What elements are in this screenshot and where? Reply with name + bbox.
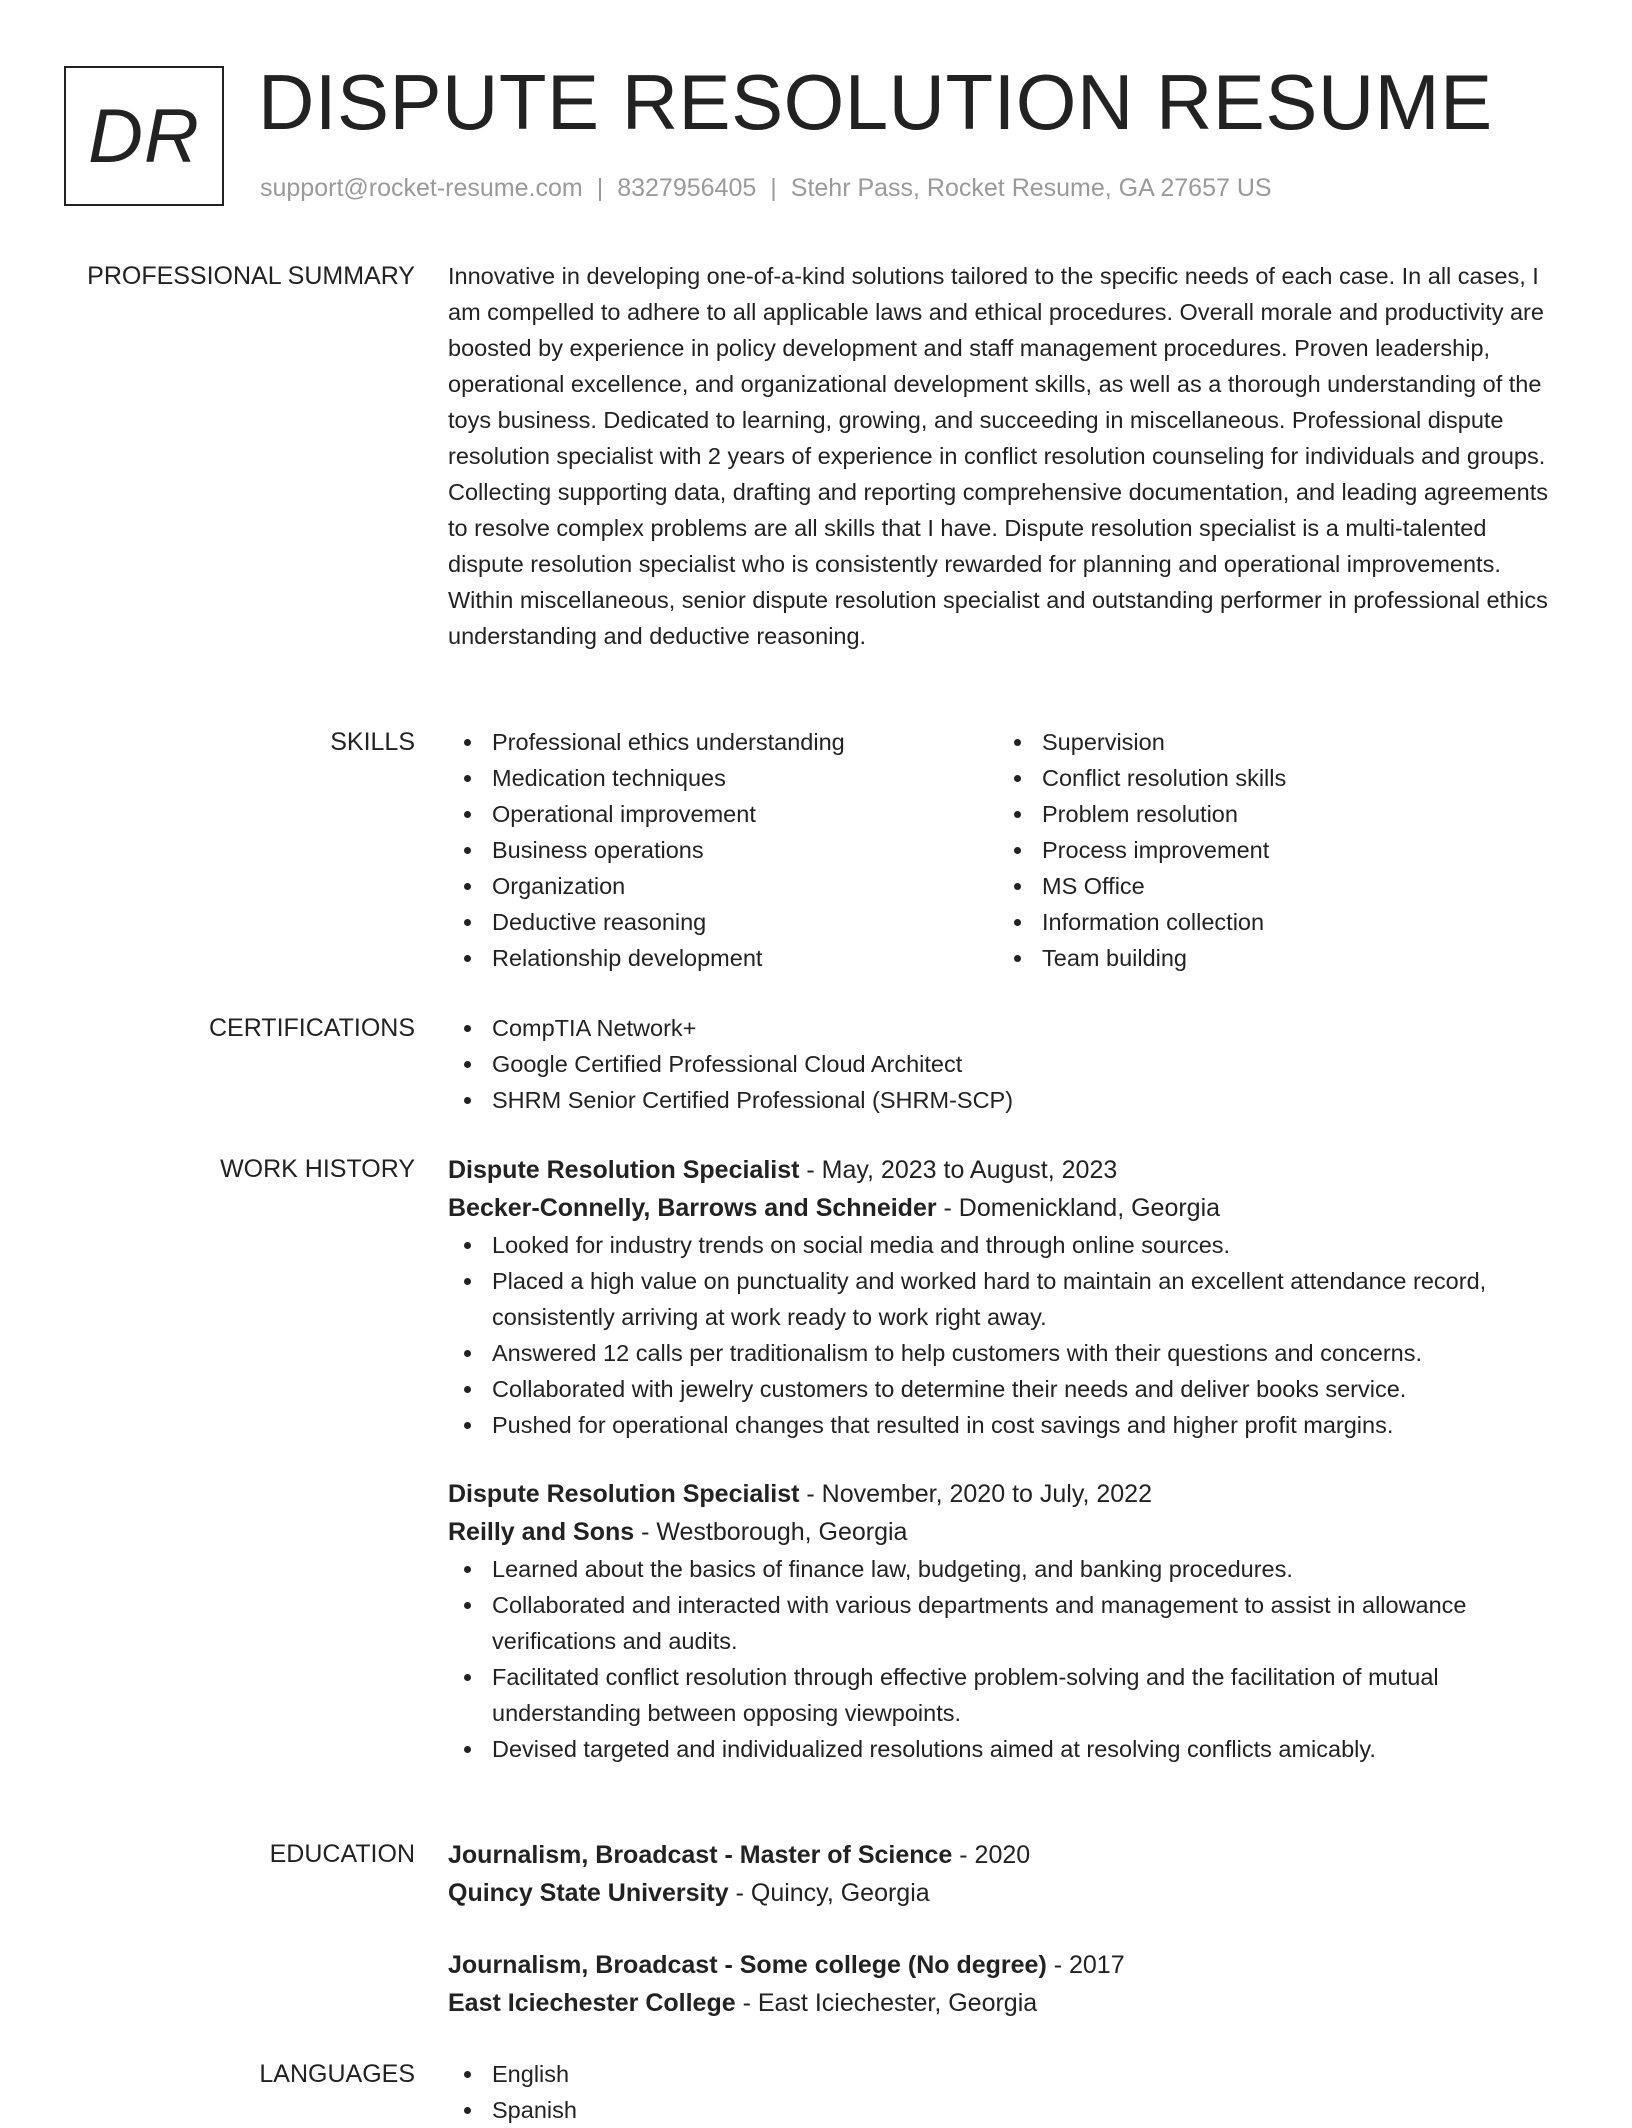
school-location: - East Iciechester, Georgia [735, 1989, 1038, 2017]
job-bullets [448, 1227, 1548, 1443]
job-title-line [448, 1151, 1548, 1189]
contact-separator: | [770, 174, 777, 202]
section-label: CERTIFICATIONS [208, 1014, 415, 1042]
language-item: Spanish [448, 2092, 1548, 2128]
job-location: - Domenickland, Georgia [936, 1194, 1221, 1222]
section-label: EDUCATION [269, 1840, 415, 1868]
job-entry [448, 1475, 1548, 1767]
school-line [448, 1984, 1548, 2022]
certification-item: SHRM Senior Certified Professional (SHRM-SCP) [448, 1082, 1548, 1118]
job-bullet: Learned about the basics of finance law, budgeting, and banking procedures. [448, 1551, 1548, 1587]
skills-list-left [448, 724, 998, 976]
certifications-list [448, 1010, 1548, 1118]
section-label: LANGUAGES [259, 2060, 415, 2088]
job-bullet: Pushed for operational changes that resulted in cost savings and higher profit margins. [448, 1407, 1548, 1443]
job-bullet: Answered 12 calls per traditionalism to help customers with their questions and concerns. [448, 1335, 1548, 1371]
job-title-line [448, 1475, 1548, 1513]
degree-line [448, 1836, 1548, 1874]
skill-item: Supervision [998, 724, 1548, 760]
job-company: Reilly and Sons [448, 1518, 635, 1546]
page-title: DISPUTE RESOLUTION RESUME [258, 58, 1493, 146]
skill-item: Information collection [998, 904, 1548, 940]
degree-year: - 2017 [1046, 1951, 1125, 1979]
job-dates: - May, 2023 to August, 2023 [799, 1156, 1118, 1184]
skill-item: Medication techniques [448, 760, 998, 796]
school-line [448, 1874, 1548, 1912]
contact-email[interactable]: support@rocket-resume.com [260, 174, 583, 202]
job-company-line [448, 1513, 1548, 1551]
skills-list-right [998, 724, 1548, 976]
section-label: PROFESSIONAL SUMMARY [87, 262, 415, 290]
job-dates: - November, 2020 to July, 2022 [799, 1480, 1152, 1508]
school-location: - Quincy, Georgia [728, 1879, 930, 1907]
job-bullets [448, 1551, 1548, 1767]
job-title: Dispute Resolution Specialist [448, 1156, 800, 1184]
degree: Journalism, Broadcast - Some college (No degree) [448, 1951, 1047, 1979]
education-entry [448, 1946, 1548, 2022]
skill-item: Relationship development [448, 940, 998, 976]
job-bullet: Devised targeted and individualized resolutions aimed at resolving conflicts amicably. [448, 1731, 1548, 1767]
job-bullet: Collaborated with jewelry customers to determine their needs and deliver books service. [448, 1371, 1548, 1407]
job-bullet: Placed a high value on punctuality and worked hard to maintain an excellent attendance record, consistently arriving at work ready to work right away. [448, 1263, 1548, 1335]
section-label: SKILLS [330, 728, 415, 756]
skill-item: Process improvement [998, 832, 1548, 868]
contact-separator: | [596, 174, 604, 202]
job-bullet: Looked for industry trends on social media and through online sources. [448, 1227, 1548, 1263]
degree: Journalism, Broadcast - Master of Science [448, 1841, 953, 1869]
section-label: WORK HISTORY [220, 1155, 415, 1183]
education-entry [448, 1836, 1548, 1912]
contact-line [260, 174, 1272, 203]
skill-item: Operational improvement [448, 796, 998, 832]
job-bullet: Collaborated and interacted with various departments and management to assist in allowance verifications and audits. [448, 1587, 1548, 1659]
job-company: Becker-Connelly, Barrows and Schneider [448, 1194, 937, 1222]
school: Quincy State University [448, 1879, 729, 1907]
job-entry [448, 1151, 1548, 1443]
skill-item: Business operations [448, 832, 998, 868]
degree-year: - 2020 [952, 1841, 1031, 1869]
languages-list [448, 2056, 1548, 2128]
job-company-line [448, 1189, 1548, 1227]
degree-line [448, 1946, 1548, 1984]
skill-item: Deductive reasoning [448, 904, 998, 940]
skill-item: Problem resolution [998, 796, 1548, 832]
skill-item: MS Office [998, 868, 1548, 904]
job-title: Dispute Resolution Specialist [448, 1480, 800, 1508]
skill-item: Professional ethics understanding [448, 724, 998, 760]
summary-text: Innovative in developing one-of-a-kind solutions tailored to the specific needs of each case. In all cases, I am compelled to adhere to all applicable laws and ethical procedures. Overall morale and productivity are boosted by experience in policy development and staff management procedures. Proven leadership, operational excellence, and organizational development skills, as well as a thorough understanding of the toys business. Dedicated to learning, growing, and succeeding in miscellaneous. Professional dispute resolution specialist with 2 years of experience in conflict resolution counseling for individuals and groups. Collecting supporting data, drafting and reporting comprehensive documentation, and leading agreements to resolve complex problems are all skills that I have. Dispute resolution specialist is a multi-talented dispute resolution specialist who is consistently rewarded for planning and operational improvements. Within miscellaneous, senior dispute resolution specialist and outstanding performer in professional ethics understanding and deductive reasoning. [448, 263, 1548, 649]
contact-address: Stehr Pass, Rocket Resume, GA 27657 US [790, 174, 1272, 202]
skill-item: Team building [998, 940, 1548, 976]
certification-item: CompTIA Network+ [448, 1010, 1548, 1046]
job-location: - Westborough, Georgia [634, 1518, 908, 1546]
language-item: English [448, 2056, 1548, 2092]
contact-phone[interactable]: 8327956405 [617, 174, 757, 202]
certification-item: Google Certified Professional Cloud Architect [448, 1046, 1548, 1082]
skill-item: Organization [448, 868, 998, 904]
job-bullet: Facilitated conflict resolution through effective problem-solving and the facilitation of mutual understanding between opposing viewpoints. [448, 1659, 1548, 1731]
skill-item: Conflict resolution skills [998, 760, 1548, 796]
monogram: DR [64, 66, 224, 206]
school: East Iciechester College [448, 1989, 736, 2017]
